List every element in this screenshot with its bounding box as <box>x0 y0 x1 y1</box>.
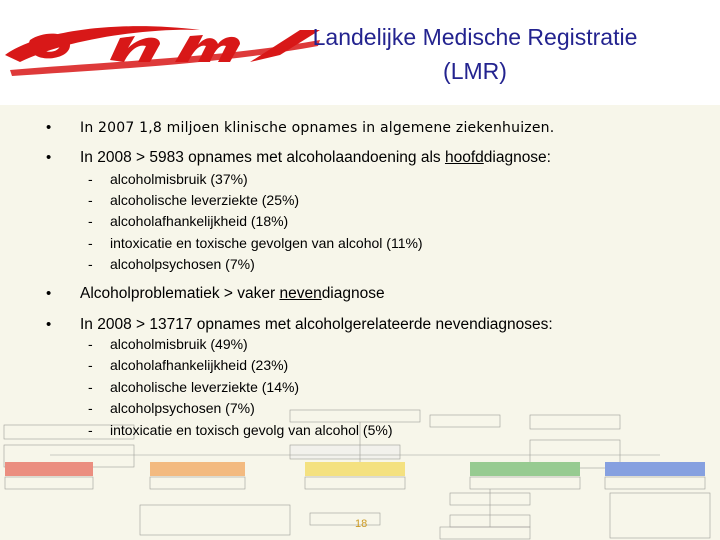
dash: - <box>88 192 93 208</box>
list-item <box>88 400 255 416</box>
list-item-text: intoxicatie en toxisch gevolg van alcohol (5%) <box>110 422 393 438</box>
bullet-2-underlined: hoofd <box>444 149 484 166</box>
list-item <box>88 171 248 187</box>
list-item-text: alcoholafhankelijkheid (18%) <box>110 213 289 229</box>
slide-header <box>0 0 720 105</box>
list-item <box>88 235 423 251</box>
bullet-3-text-end: diagnose <box>321 285 385 302</box>
bullet-4-marker: • <box>46 316 52 333</box>
list-item-text: intoxicatie en toxische gevolgen van alcohol (11%) <box>110 235 423 251</box>
list-item <box>88 336 248 352</box>
bullet-2-text-start: In 2008 > 5983 opnames met alcoholaandoening als <box>80 149 445 166</box>
title-line-2: (LMR) <box>443 58 507 84</box>
list-item-text: alcoholische leverziekte (25%) <box>110 192 300 208</box>
title-line-1: Landelijke Medische Registratie <box>312 24 638 50</box>
bullet-2-marker: • <box>46 149 52 166</box>
list-item-text: alcoholafhankelijkheid (23%) <box>110 357 289 373</box>
list-item-text: alcoholische leverziekte (14%) <box>110 379 300 395</box>
bullet-2-text-end: diagnose: <box>483 149 551 166</box>
list-item-text: alcoholpsychosen (7%) <box>110 400 255 416</box>
page-number: 18 <box>355 518 368 530</box>
dash: - <box>88 400 93 416</box>
list-item <box>88 256 255 272</box>
dash: - <box>88 256 93 272</box>
slide-title <box>230 20 720 88</box>
list-item-text: alcoholpsychosen (7%) <box>110 256 255 272</box>
bullet-4-text: In 2008 > 13717 opnames met alcoholgerelateerde nevendiagnoses: <box>80 316 553 333</box>
list-item <box>88 213 288 229</box>
dash: - <box>88 379 93 395</box>
bullet-3-marker: • <box>46 285 52 302</box>
dash: - <box>88 357 93 373</box>
dash: - <box>88 336 93 352</box>
bullet-3-text-start: Alcoholproblematiek > vaker <box>80 285 280 302</box>
list-item-text: alcoholmisbruik (49%) <box>110 336 248 352</box>
bullet-3-underlined: neven <box>279 285 322 302</box>
list-item <box>88 379 299 395</box>
bullet-1-text: In 2007 1,8 miljoen klinische opnames in algemene ziekenhuizen. <box>80 120 555 136</box>
list-item <box>88 357 288 373</box>
dash: - <box>88 422 93 438</box>
dash: - <box>88 213 93 229</box>
bullet-1-marker: • <box>46 119 52 136</box>
list-item <box>88 422 393 438</box>
bullet-3-text <box>80 285 385 303</box>
bullet-2-text <box>80 149 551 167</box>
list-item-text: alcoholmisbruik (37%) <box>110 171 248 187</box>
dash: - <box>88 235 93 251</box>
list-item <box>88 192 299 208</box>
dash: - <box>88 171 93 187</box>
